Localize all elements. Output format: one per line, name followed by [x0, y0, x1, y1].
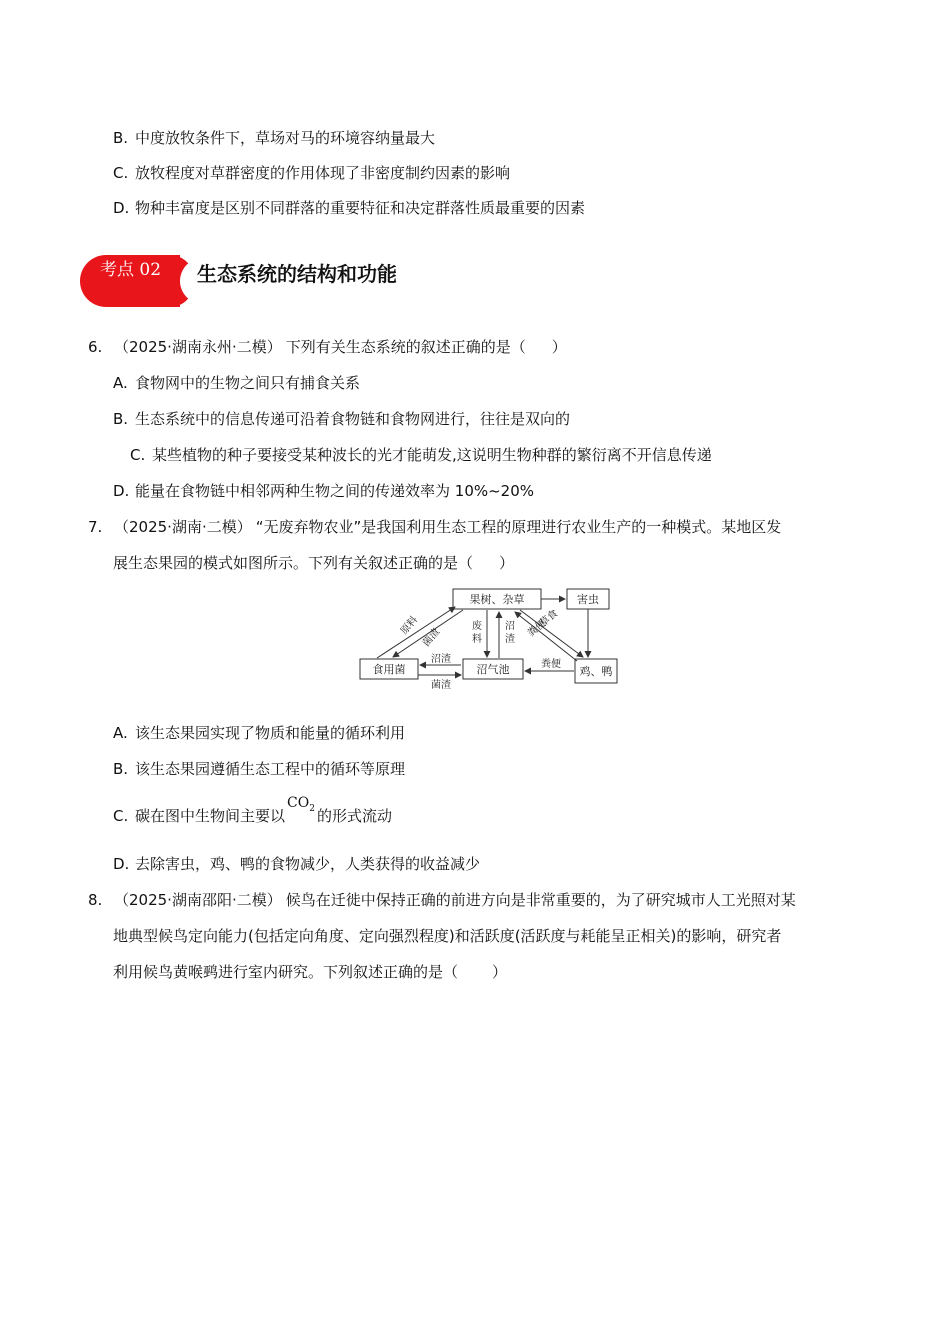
q7-option-b: B. 该生态果园遵循生态工程中的循环等原理: [113, 760, 406, 778]
label-manure: 粪便: [541, 659, 561, 670]
option-d: D. 物种丰富度是区别不同群落的重要特征和决定群落性质最重要的因素: [113, 199, 586, 217]
q7-option-a: A. 该生态果园实现了物质和能量的循环利用: [113, 724, 406, 742]
option-b: B. 中度放牧条件下，草场对马的环境容纳量最大: [113, 129, 436, 147]
label-waste-2: 料: [472, 634, 482, 645]
section-title: 生态系统的结构和功能: [197, 262, 397, 286]
label-biogas-left: 沼渣: [431, 654, 451, 665]
section-label: 考点 02: [100, 260, 162, 280]
question-8-stem-line1: 8. （2025·湖南邵阳·二模） 候鸟在迁徙中保持正确的前进方向是非常重要的，为了研究城市人工光照对某: [88, 891, 796, 909]
label-raw-material: 原料: [398, 614, 421, 637]
question-6-stem: 6. （2025·湖南永州·二模） 下列有关生态系统的叙述正确的是（ ）: [88, 338, 567, 356]
q6-option-c: C. 某些植物的种子要接受某种波长的光才能萌发,这说明生物种群的繁衍离不开信息传递: [130, 446, 712, 464]
q6-option-a: A. 食物网中的生物之间只有捕食关系: [113, 374, 361, 392]
label-residue-up: 菌渣: [420, 626, 443, 649]
label-waste-1: 废: [472, 621, 482, 632]
node-biogas: 沼气池: [476, 663, 510, 676]
label-biogas-up-2: 渣: [505, 634, 515, 645]
question-7-stem-line2: 展生态果园的模式如图所示。下列有关叙述正确的是（ ）: [113, 554, 515, 572]
question-7-stem-line1: 7. （2025·湖南·二模） “无废弃物农业”是我国利用生态工程的原理进行农业生产的一种模式。某地区发: [88, 518, 782, 536]
node-poultry: 鸡、鸭: [579, 665, 613, 678]
q7-option-c: C. 碳在图中生物间主要以$CO_2$ 的形式流动: [113, 795, 392, 825]
ecological-orchard-diagram: [355, 585, 625, 690]
arrow-mushroom-fruit: [377, 607, 455, 658]
q6-option-d: D. 能量在食物链中相邻两种生物之间的传递效率为 10%~20%: [113, 482, 535, 500]
label-grass-feed: 草食: [537, 608, 561, 630]
node-pest: 害虫: [577, 593, 599, 606]
question-8-stem-line2: 地典型候鸟定向能力(包括定向角度、定向强烈程度)和活跃度(活跃度与耗能呈正相关)的影响，研究者: [113, 927, 782, 945]
node-mushroom: 食用菌: [372, 663, 406, 676]
label-biogas-up-1: 沼: [505, 621, 515, 632]
node-fruit: 果树、杂草: [469, 593, 525, 606]
co2-formula: $CO_2$: [287, 795, 315, 814]
label-manure-up: 粪便: [525, 618, 549, 640]
q7-option-d: D. 去除害虫，鸡、鸭的食物减少，人类获得的收益减少: [113, 855, 481, 873]
q6-option-b: B. 生态系统中的信息传递可沿着食物链和食物网进行，往往是双向的: [113, 410, 571, 428]
option-c: C. 放牧程度对草群密度的作用体现了非密度制约因素的影响: [113, 164, 511, 182]
question-8-stem-line3: 利用候鸟黄喉鹀进行室内研究。下列叙述正确的是（ ）: [113, 963, 508, 981]
label-mushroom-residue: 菌渣: [431, 680, 451, 690]
